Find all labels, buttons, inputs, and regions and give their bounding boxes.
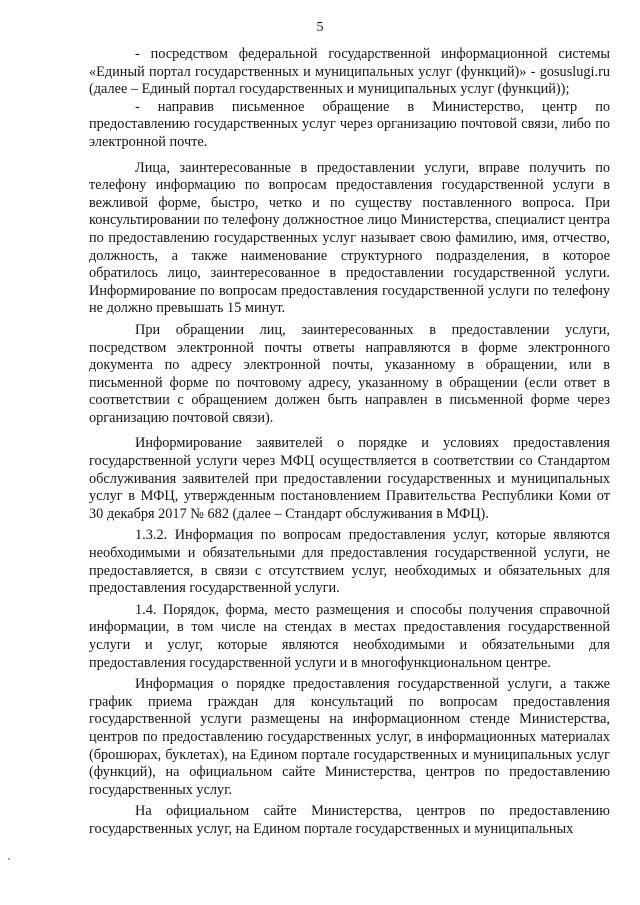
- paragraph-phone-consultation: Лица, заинтересованные в предоставлении услуги, вправе получить по телефону информацию по вопросам предоставления государственной услуги в вежливой форме, быстро, четко и по существу поставленного вопроса. При консультировании по телефону должностное лицо Министерства, специалист центра по предоставлению государственных услуг называет свою фамилию, имя, отчество, должность, а также наименование структурного подразделения, в которое обратилось лицо, заинтересованное в предоставлении государственной услуги. Информирование по вопросам предоставления государственной услуги по телефону не должно превышать 15 минут.: [89, 159, 610, 317]
- paragraph-written-request: - направив письменное обращение в Министерство, центр по предоставлению государственных услуг через организацию почтовой связи, либо по электронной почте.: [89, 98, 610, 150]
- paragraph-section-1-3-2: 1.3.2. Информация по вопросам предоставления услуг, которые являются необходимыми и обязательными для предоставления государственной услуги, не предоставляется, в связи с отсутствием услуг, необходимых и обязательных для предоставления государственной услуги.: [89, 527, 610, 597]
- page-number: 5: [316, 20, 324, 35]
- paragraph-section-1-4: 1.4. Порядок, форма, место размещения и способы получения справочной информации, в том числе на стендах в местах предоставления государственной услуги и услуг, которые являются необходимыми и обязательными для предоставления государственной услуги и в многофункциональном центре.: [89, 601, 610, 671]
- paragraph-official-website: На официальном сайте Министерства, центров по предоставлению государственных услуг, на Едином портале государственных и муниципальных: [89, 803, 610, 837]
- document-body: [89, 46, 610, 839]
- paragraph-email-response: При обращении лиц, заинтересованных в предоставлении услуги, посредством электронной почты ответы направляются в форме электронного документа по адресу электронной почты, указанному в обращении, или в письменной форме по почтовому адресу, указанному в обращении (если ответ в соответствии с обращением должен быть направлен в письменной форме через организацию почтовой связи).: [89, 321, 610, 426]
- scan-speck: [8, 858, 10, 860]
- paragraph-information-placement: Информация о порядке предоставления государственной услуги, а также график приема граждан для консультаций по вопросам предоставления государственной услуги размещены на информационном стенде Министерства, центров по предоставлению государственных услуг, в информационных материалах (брошюрах, буклетах), на Едином портале государственных и муниципальных услуг (функций), на официальном сайте Министерства, центров по предоставлению государственных услуг.: [89, 676, 610, 798]
- paragraph-gosuslugi-portal: - посредством федеральной государственной информационной системы «Единый портал государственных и муниципальных услуг (функций)» - gosuslugi.ru (далее – Единый портал государственных и муниципальных услуг (функций));: [89, 46, 610, 98]
- paragraph-mfc-informing: Информирование заявителей о порядке и условиях предоставления государственной услуги через МФЦ осуществляется в соответствии со Стандартом обслуживания заявителей при предоставлении государственных и муниципальных услуг в МФЦ, утвержденным постановлением Правительства Республики Коми от 30 декабря 2017 № 682 (далее – Стандарт обслуживания в МФЦ).: [89, 435, 610, 522]
